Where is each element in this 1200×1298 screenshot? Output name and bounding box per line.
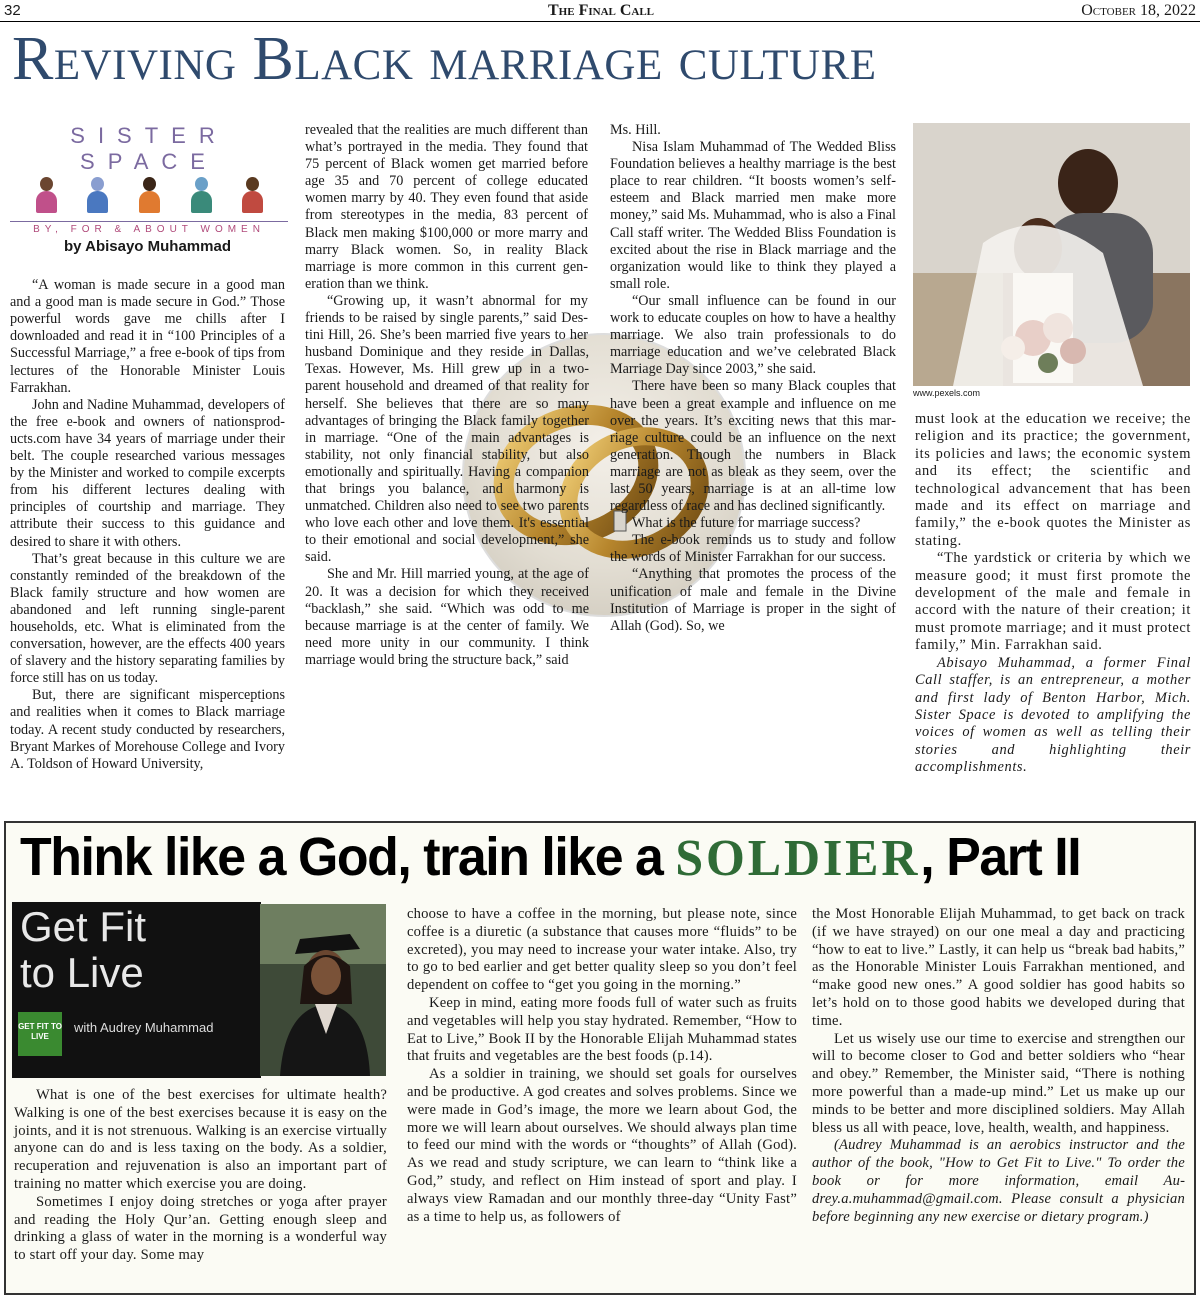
article1-column-1: [10, 238, 285, 773]
publication-name: The Final Call: [548, 2, 655, 19]
article-headline: Reviving Black marriage culture: [12, 25, 877, 93]
women-figures: [10, 175, 288, 217]
paragraph: The e-book reminds us to study and follow the words of Minister Farrakhan for our success.: [610, 532, 896, 566]
audrey-muhammad-photo: [260, 904, 386, 1076]
paragraph: must look at the education we receive; the religion and its practice; the government, its policies and laws; the economic system and its effect; the scientific and technological advancement that has been made and its effect on marriage and family,” the e-book quotes the Minister as stating.: [915, 411, 1191, 549]
paragraph: But, there are significant misperceptions and realities when it comes to Black marriage today. A recent study conducted by researchers, Bryant Markes of Morehouse College and Ivory A. Toldson of Howard University,: [10, 687, 285, 772]
issue-date: October 18, 2022: [1081, 2, 1196, 19]
paragraph: the Most Honorable Elijah Muhammad, to get back on track (if we have strayed) on our one meal a day and practicing “how to eat to live.” Lastly, it can help us “break bad habits,” as the Honorable Minister Louis Farrakhan mentioned, and “make good new ones.” A good soldier has good habits so let’s hold on to those good habits we developed during that time.: [812, 906, 1185, 1029]
paragraph: Sometimes I enjoy doing stretches or yoga after prayer and reading the Holy Qur’an. Getting enough sleep and drinking a glass of water in the morning is a wonderful way to start off your day. Some may: [14, 1193, 387, 1264]
paragraph: choose to have a coffee in the morning, but please note, since coffee is a diuretic (a substance that causes more “fluids” to be excreted), you may need to increase your water intake. Also, try to go to bed earlier and get better quality sleep so you don’t feel dependent on coffee to “get you going in the morning.”: [407, 906, 797, 994]
paragraph: Nisa Islam Muhammad of The Wedded Bliss Foundation believes a healthy marriage is the best place to rear children. “It boosts women’s self-esteem and Black married men make more money,” said Ms. Muhammad, who is also a Final Call staff writer. The Wedded Bliss Foundation is excited about the rise in Black marriage and the organization would like to think they played a small role.: [610, 139, 896, 292]
paragraph: As a soldier in training, we should set goals for ourselves and be productive. A god creates and solves problems. Since we were made in God’s image, the more we learn about God, the more we will learn about ourselves. We should always plan time to feed our mind with the words or “thoughts” of Allah (God). As we read and study scripture, we can learn to “think like a God,” study, and reflect on Him instead of sport and play. I always view Ramadan and our monthly three-day “Unity Fast” as a time to help us, as followers of: [407, 1066, 797, 1225]
paragraph: “The yardstick or criteria by which we measure good; it must first promote the development of the male and female in accord with the nature of their creation; it must promote marriage; and it must protect family,” Min. Farrakhan said.: [915, 550, 1191, 654]
paragraph: “Our small influence can be found in our work to educate couples on how to have a healthy marriage. We also train professionals to do marriage education and we’ve celebrated Black Marriage Day since 2003,” she said.: [610, 292, 896, 378]
woman-figure-icon: [33, 177, 59, 215]
paragraph: Let us wisely use our time to exercise and strengthen our will to become closer to God and better soldiers who “hear and obey.” Remember, the Minister said, “There is nothing more powerful than a made-up mind.” Let us make up our minds to be better and more disciplined soldiers. May Allah bless us all with peace, love, health, wealth, and happiness.: [812, 1030, 1185, 1136]
logo-badge: GET FIT TO LIVE: [18, 1012, 62, 1056]
article1-column-4: [915, 411, 1191, 777]
wrapped-text: “Growing up, it wasn’t abnormal for my friends to be raised by single parents,” said Destini Hill, 26. She’s been married five years to her husband Dominique and they reside in Dallas, Texas. However, Ms. Hill grew up in a two-parent household and dreamed of that reality for herself. She believes that there are so many advantages of bringing the Black family together in marriage. “One of the main advantages is stability, not only financial stability, but also emotionally and spiritually. Having a companion that brings you balance, and harmony is unmatched. Children also need to see two parents who love each other and love them. It's essential to their emotional and social development,” she said.: [305, 292, 589, 566]
byline: by Abisayo Muhammad: [64, 238, 231, 255]
headline-part-1: Think like a God, train like a: [20, 827, 676, 887]
logo-line-2: to Live: [20, 949, 144, 996]
paragraph: Keep in mind, eating more foods full of water such as fruits and vegetables will help you stay hydrated. Remember, “How to Eat to Live,” Book II by the Honorable Elijah Muhammad states that fruits and vegetables are the best foods (p.14).: [407, 994, 797, 1065]
article1-column-3: [610, 122, 896, 635]
sister-space-logo: [10, 123, 288, 235]
paragraph: [305, 293, 589, 567]
author-bio: Abisayo Muhammad, a former Final Call staffer, is an entrepreneur, a mother and first lady of Benton Harbor, Mich. Sister Space is devoted to amplifying the voices of women as well as telling their stories and highlighting their accomplishments.: [915, 654, 1191, 776]
paragraph: “Anything that promotes the process of the unification of male and female in the Divine Institution of Marriage is proper in the sight of Allah (God). So, we: [610, 566, 896, 634]
article2-column-1: [14, 1087, 387, 1265]
woman-figure-icon: [136, 177, 162, 215]
photo-credit: www.pexels.com: [913, 388, 981, 398]
paragraph: revealed that the realities are much different than what’s portrayed in the media. They found that 75 percent of Black women get married before age 35 and 70 percent of college educated women marry by 40. They even found that aside from stereotypes in the media, 83 percent of Black men making $100,000 or more marry and marry Black women. So, in reality Black marriage is more common in this current generation than we think.: [305, 122, 588, 292]
paragraph: There have been so many Black couples that have been a great example and influence on me over the years. It’s exciting news that this marriage culture could be an influence on the next generation. Though the numbers in Black marriage are not as bleak as they seem, over the last 50 years, marriage is at an all-time low regardless of race and has declined significantly.: [610, 378, 896, 515]
sister-space-title: SISTER SPACE: [70, 123, 228, 174]
paragraph: She and Mr. Hill married young, at the age of 20. It was a decision for which they received “backlash,” she said. “Which was odd to me because marriage is at the center of family. We need more unity in our community. I think marriage would bring the structure back,” said: [305, 566, 589, 668]
logo-line-1: Get Fit: [20, 903, 147, 950]
woman-figure-icon: [239, 177, 265, 215]
couple-illustration: [913, 123, 1190, 386]
article1-column-2: [305, 122, 589, 669]
fitness-headline: [20, 826, 1134, 892]
logo-with: with Audrey Muhammad: [74, 1020, 214, 1035]
page-number: 32: [4, 2, 21, 19]
paragraph: “A woman is made secure in a good man and a good man is made secure in God.” Those powerful words gave me chills after I downloaded and read it in “100 Principles of a Successful Marriage,” a free e-book of tips from lectures of the Honorable Minister Louis Farrakhan.: [10, 277, 285, 396]
paragraph: Ms. Hill.: [610, 122, 661, 138]
paragraph: That’s great because in this culture we are constantly reminded of the breakdown of the Black family structure and how women are abandoned and left running single-parent households, etc. What is eliminated from the conversation, however, are the effects 400 years of slavery and the history separating families by force still has on us today.: [10, 550, 285, 687]
paragraph: What is one of the best exercises for ultimate health? Walking is one of the best exercises because it is easy on the joints, and it is not strenuous. Walking is an exercise virtually anyone can do and is less taxing on the body. As a soldier, recuperation and rejuvenation is also an important part of training no matter which exercise you are doing.: [14, 1087, 387, 1192]
sister-space-tagline: BY, FOR & ABOUT WOMEN: [10, 221, 288, 235]
headline-soldier: SOLDIER: [675, 830, 921, 887]
paragraph: What is the future for marriage success?: [632, 515, 861, 532]
paragraph: John and Nadine Muhammad, developers of the free e-book and owners of nationsproducts.com have 34 years of marriage under their belt. The couple researched various messages by the Minister and worked to compile excerpts from his different lectures dealing with principles of courtship and marriage. They attribute their success to this guidance and desired to share it with others.: [10, 396, 285, 550]
author-bio: (Audrey Muhammad is an aerobics instructor and the author of the book, "How to Get Fit to Live." To order the book or for more information, email Audrey.a.muhammad@gmail.com. Please consult a physician before beginning any new exercise or dietary program.): [812, 1137, 1185, 1225]
woman-figure-icon: [84, 177, 110, 215]
get-fit-to-live-logo: [12, 902, 261, 1078]
article2-column-3: [812, 906, 1185, 1226]
article2-column-2: [407, 906, 797, 1226]
headline-part-2: , Part II: [920, 827, 1081, 887]
top-rule: [0, 21, 1200, 22]
author-portrait: [260, 904, 386, 1076]
page-folio: [0, 0, 1200, 22]
woman-figure-icon: [188, 177, 214, 215]
wedding-couple-photo: [913, 123, 1190, 386]
